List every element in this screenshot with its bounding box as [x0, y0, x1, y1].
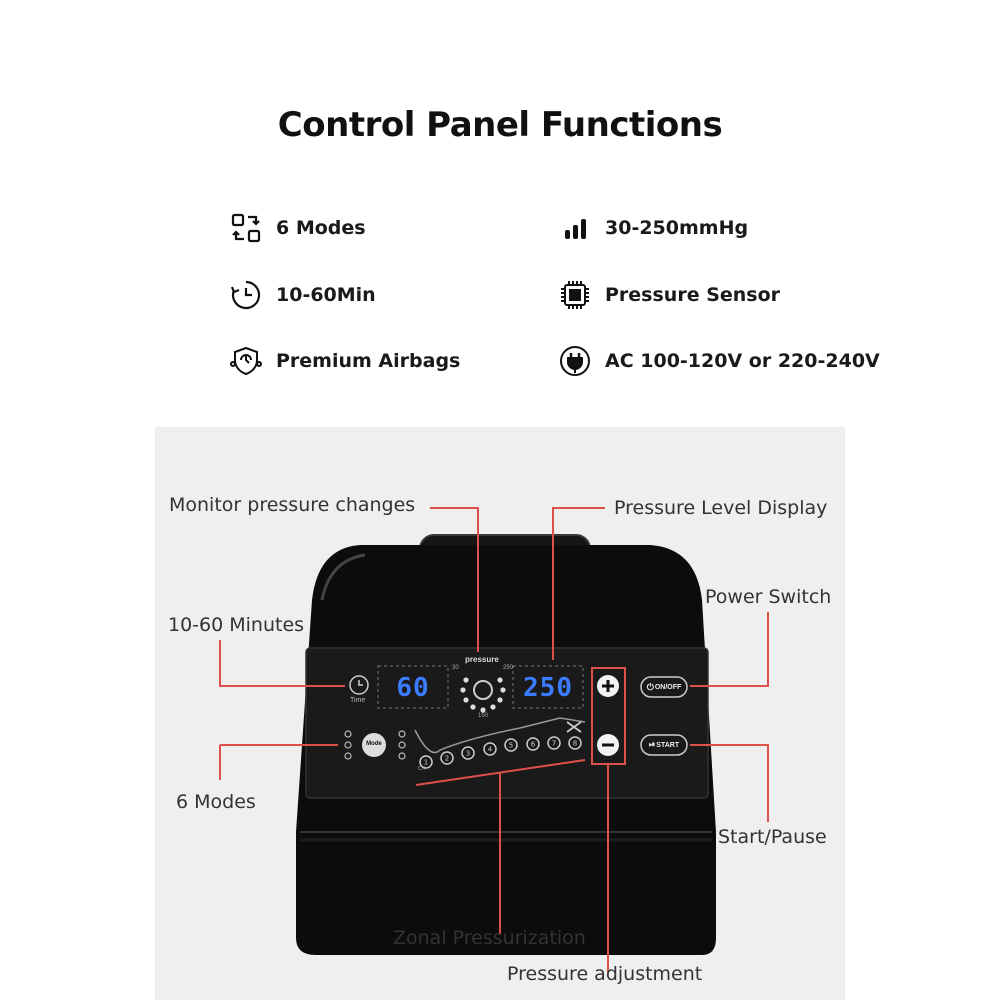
feature-label: 30-250mmHg [605, 217, 749, 239]
channel-number: 3 [465, 749, 471, 758]
mode-button[interactable]: Mode [366, 741, 382, 747]
plus-button[interactable] [597, 675, 619, 697]
gauge-max-label: 250 [503, 665, 514, 671]
channel-number: 5 [508, 741, 514, 750]
callout-display: Pressure Level Display [614, 497, 828, 519]
play-pause-icon: ⏯ [648, 740, 656, 749]
callout-adjust: Pressure adjustment [507, 963, 703, 985]
start-label: START [656, 741, 680, 749]
start-button[interactable] [641, 735, 687, 755]
minus-button[interactable] [597, 734, 619, 756]
channel-number: 6 [530, 740, 536, 749]
feature-label: 10-60Min [276, 284, 376, 306]
gauge-mid-label: 150 [478, 713, 489, 719]
callout-modes: 6 Modes [176, 791, 256, 813]
time-label: Time [350, 697, 366, 704]
onoff-button[interactable] [641, 677, 687, 697]
callout-monitor: Monitor pressure changes [169, 494, 416, 516]
feature-label: Pressure Sensor [605, 284, 781, 306]
channel-number: 7 [551, 739, 557, 748]
callout-power: Power Switch [705, 586, 832, 608]
feature-label: Premium Airbags [276, 350, 461, 372]
callout-minutes: 10-60 Minutes [168, 614, 305, 636]
feature-label: 6 Modes [276, 217, 366, 239]
channel-number: 8 [572, 739, 578, 748]
feature-label: AC 100-120V or 220-240V [605, 350, 880, 372]
onoff-label: ON/OFF [654, 683, 682, 691]
pressure-label: pressure [465, 655, 499, 664]
page-title: Control Panel Functions [277, 105, 723, 145]
channel-number: 4 [487, 745, 493, 754]
channel-tag: CH [418, 766, 426, 772]
pressure-display: 250 [523, 673, 573, 703]
time-display: 60 [396, 673, 430, 703]
callout-start: Start/Pause [718, 826, 827, 848]
callout-zonal: Zonal Pressurization [393, 927, 586, 949]
gauge-min-label: 30 [452, 665, 459, 671]
channel-number: 2 [444, 754, 450, 763]
power-icon: ⏻ [646, 681, 654, 692]
channel-number: 1 [423, 758, 429, 767]
